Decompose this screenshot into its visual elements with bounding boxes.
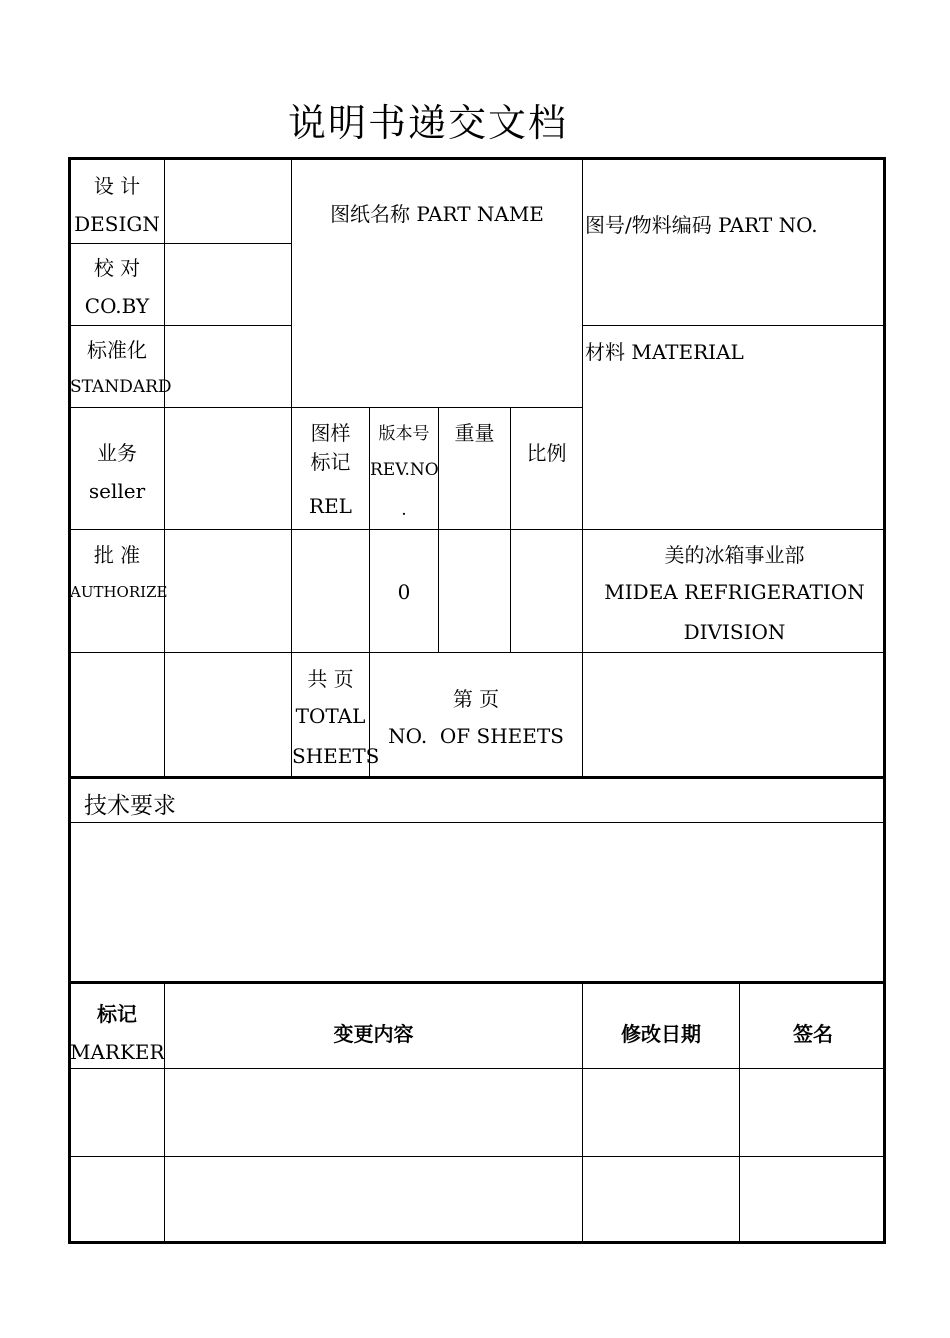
company-name-en1: MIDEA REFRIGERATION	[604, 580, 865, 604]
marker-label-en: MARKER	[70, 1040, 165, 1064]
change-date-header: 修改日期	[621, 1022, 701, 1046]
rule	[582, 159, 583, 776]
design-label-cn: 设 计	[93, 174, 141, 198]
check-label-en: CO.BY	[84, 294, 150, 318]
standard-label-en: STANDARD	[70, 377, 172, 397]
marker-label-cn: 标记	[97, 1002, 137, 1026]
tech-requirements-heading: 技术要求	[84, 793, 176, 819]
total-sheets-cn: 共 页	[307, 667, 354, 691]
rel-label-en: REL	[309, 494, 352, 518]
check-label-cn: 校 对	[93, 256, 141, 280]
weight-label: 重量	[454, 421, 495, 445]
rule	[70, 776, 886, 779]
rev-value: 0	[397, 580, 411, 604]
rule	[164, 159, 165, 776]
design-label-en: DESIGN	[74, 212, 160, 236]
rule	[70, 981, 886, 984]
rule	[70, 822, 886, 823]
company-name-en2: DIVISION	[683, 620, 786, 644]
seller-label-en: seller	[88, 479, 146, 503]
change-content-header: 变更内容	[333, 1022, 414, 1046]
authorize-label-en: AUTHORIZE	[70, 583, 168, 601]
rule	[70, 529, 886, 530]
rule	[583, 325, 886, 326]
rev-label-cn: 版本号	[378, 424, 430, 444]
rule	[70, 325, 292, 326]
sheet-no-en: NO. OF SHEETS	[388, 724, 564, 748]
standard-label-cn: 标准化	[87, 338, 147, 362]
seller-label-cn: 业务	[97, 441, 137, 465]
rel-label-cn2: 标记	[310, 450, 351, 474]
authorize-label-cn: 批 准	[93, 543, 141, 567]
company-name-cn: 美的冰箱事业部	[664, 543, 805, 567]
scale-label: 比例	[526, 441, 567, 465]
rule	[70, 1068, 886, 1069]
total-sheets-en2: SHEETS	[292, 744, 380, 768]
rev-label-en: REV.NO	[370, 460, 439, 480]
signature-header: 签名	[793, 1022, 833, 1046]
material-label: 材料 MATERIAL	[585, 340, 744, 364]
rule	[70, 652, 886, 653]
rule	[70, 243, 292, 244]
total-sheets-en1: TOTAL	[295, 704, 366, 728]
rule	[70, 407, 582, 408]
rule	[70, 1156, 886, 1157]
part-no-label: 图号/物料编码 PART NO.	[585, 213, 818, 237]
rel-label-cn1: 图样	[310, 421, 351, 445]
rev-label-dot: .	[401, 500, 407, 520]
document-title: 说明书递交文档	[288, 101, 569, 145]
part-name-label: 图纸名称 PART NAME	[330, 202, 544, 226]
sheet-no-cn: 第 页	[452, 687, 500, 711]
